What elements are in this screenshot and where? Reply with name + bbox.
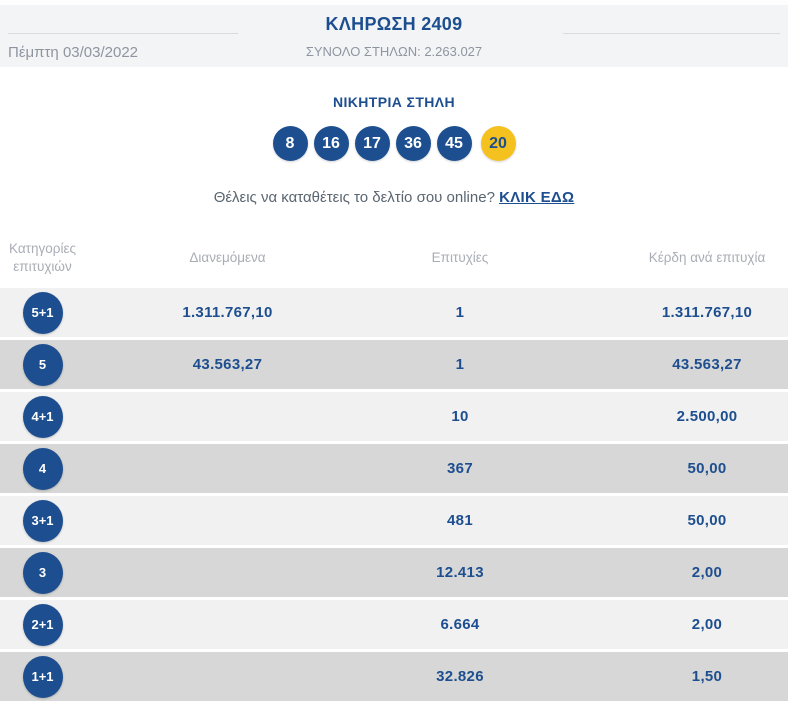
category-badge: 5 <box>23 344 63 386</box>
winners-cell: 367 <box>447 460 473 477</box>
cta-question: Θέλεις να καταθέτεις το δελτίο σου online? <box>213 189 495 206</box>
table-row <box>0 288 788 337</box>
prize-cell: 2,00 <box>691 616 723 633</box>
winners-cell: 32.826 <box>436 668 484 685</box>
table-row <box>0 600 788 649</box>
divider-line-right <box>563 33 780 34</box>
winning-number-ball: 8 <box>273 126 308 161</box>
category-badge: 3 <box>23 552 63 594</box>
winning-number-ball: 36 <box>396 126 431 161</box>
cta-link[interactable]: ΚΛΙΚ ΕΔΩ <box>499 189 575 206</box>
table-row <box>0 392 788 441</box>
prize-cell: 43.563,27 <box>672 356 742 373</box>
prize-cell: 1,50 <box>691 668 723 685</box>
winners-cell: 10 <box>451 408 469 425</box>
prize-header: Κέρδη ανά επιτυχία <box>648 249 766 265</box>
category-badge: 4+1 <box>23 396 63 438</box>
table-row <box>0 496 788 545</box>
table-row <box>0 340 788 389</box>
distributed-header: Διανεμόμενα <box>189 249 266 265</box>
table-row <box>0 652 788 701</box>
category-badge: 5+1 <box>23 292 63 334</box>
distributed-cell: 1.311.767,10 <box>182 304 273 321</box>
total-columns: ΣΥΝΟΛΟ ΣΤΗΛΩΝ: 2.263.027 <box>305 44 483 59</box>
winners-cell: 481 <box>447 512 473 529</box>
divider-line-left <box>8 33 238 34</box>
winners-cell: 12.413 <box>436 564 484 581</box>
prize-cell: 50,00 <box>687 460 727 477</box>
draw-title: ΚΛΗΡΩΣΗ 2409 <box>325 14 463 34</box>
winners-header: Επιτυχίες <box>431 249 489 265</box>
table-row <box>0 444 788 493</box>
draw-header-band <box>0 5 788 67</box>
winning-number-ball: 17 <box>355 126 390 161</box>
cta-text <box>0 189 788 206</box>
results-table <box>0 231 788 701</box>
winning-section <box>0 94 788 206</box>
category-header: Κατηγορίες επιτυχιών <box>9 240 76 274</box>
winners-cell: 1 <box>455 356 465 373</box>
table-row <box>0 548 788 597</box>
winning-heading: ΝΙΚΗΤΡΙΑ ΣΤΗΛΗ <box>332 94 456 110</box>
winning-balls <box>0 126 788 161</box>
winning-number-ball: 45 <box>437 126 472 161</box>
prize-cell: 2.500,00 <box>676 408 738 425</box>
table-header-row <box>0 231 788 285</box>
prize-cell: 2,00 <box>691 564 723 581</box>
distributed-cell: 43.563,27 <box>192 356 263 373</box>
joker-number-ball: 20 <box>481 126 516 161</box>
prize-cell: 50,00 <box>687 512 727 529</box>
category-badge: 1+1 <box>23 656 63 698</box>
winners-cell: 1 <box>455 304 465 321</box>
winning-number-ball: 16 <box>314 126 349 161</box>
category-badge: 2+1 <box>23 604 63 646</box>
prize-cell: 1.311.767,10 <box>661 304 753 321</box>
draw-date: Πέμπτη 03/03/2022 <box>8 44 139 61</box>
category-badge: 3+1 <box>23 500 63 542</box>
winners-cell: 6.664 <box>440 616 480 633</box>
category-badge: 4 <box>23 448 63 490</box>
